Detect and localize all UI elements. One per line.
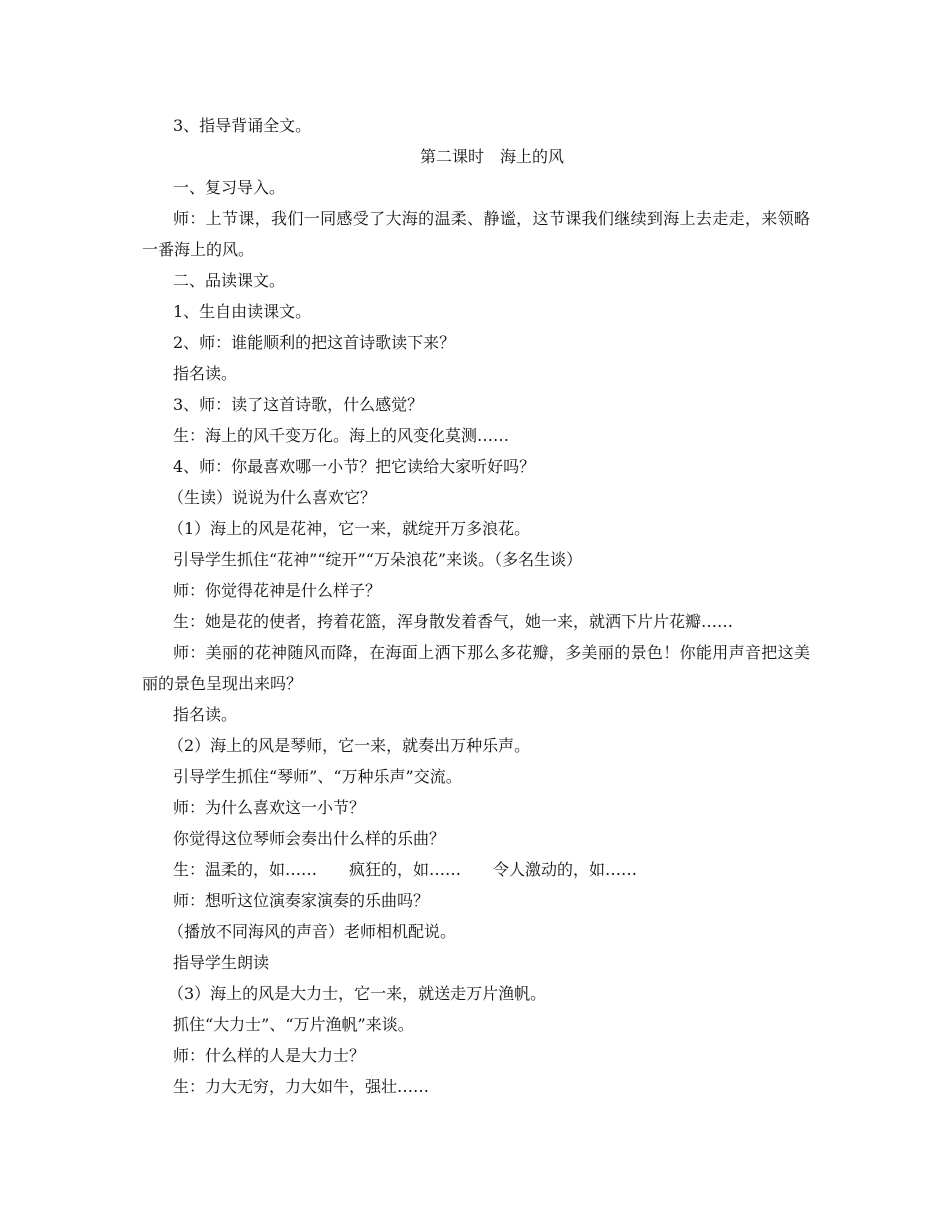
student-answer-1: 生：海上的风千变万化。海上的风变化莫测…… — [173, 426, 510, 445]
student-reading-prompt: （生读）说说为什么喜欢它？ — [168, 488, 377, 507]
teacher-question-strongman: 师：什么样的人是大力士？ — [173, 1046, 366, 1065]
teacher-question-listen: 师：想听这位演奏家演奏的乐曲吗？ — [173, 891, 430, 910]
stanza-flower-god: （1）海上的风是花神，它一来，就绽开万多浪花。 — [168, 519, 531, 538]
guide-strongman: 抓住“大力士”、“万片渔帆”来谈。 — [173, 1015, 414, 1034]
section-reading-heading: 二、品读课文。 — [173, 271, 286, 290]
teacher-question-musician: 师：为什么喜欢这一小节？ — [173, 798, 366, 817]
student-answer-musician: 生：温柔的，如…… 疯狂的，如…… 令人激动的，如…… — [173, 860, 638, 879]
document-body — [142, 110, 810, 1102]
step-teacher-question-2: 3、师：读了这首诗歌，什么感觉？ — [173, 395, 424, 414]
guide-flower-god: 引导学生抓住“花神”“绽开”“万朵浪花”来谈。（多名生谈） — [173, 550, 583, 569]
teacher-intro-paragraph: 师：上节课，我们一同感受了大海的温柔、静谧，这节课我们继续到海上去走走，来领略一番海上的风。 — [142, 209, 810, 259]
teacher-question-flower-god: 师：你觉得花神是什么样子？ — [173, 581, 382, 600]
note-play-sound: （播放不同海风的声音）老师相机配说。 — [168, 922, 457, 941]
stanza-musician: （2）海上的风是琴师，它一来，就奏出万种乐声。 — [168, 736, 531, 755]
stanza-strongman: （3）海上的风是大力士，它一来，就送走万片渔帆。 — [168, 984, 547, 1003]
step-free-reading: 1、生自由读课文。 — [173, 302, 312, 321]
step-recite: 3、指导背诵全文。 — [173, 116, 312, 135]
lesson-title: 第二课时 海上的风 — [419, 147, 564, 166]
teacher-paragraph-flower-god: 师：美丽的花神随风而降，在海面上洒下那么多花瓣，多美丽的景色！你能用声音把这美丽的景色呈现出来吗？ — [142, 643, 810, 693]
question-music-type: 你觉得这位琴师会奏出什么样的乐曲？ — [173, 829, 446, 848]
note-guide-reading: 指导学生朗读 — [173, 953, 270, 972]
note-named-reading-2: 指名读。 — [173, 705, 238, 724]
student-answer-flower-god: 生：她是花的使者，挎着花篮，浑身散发着香气，她一来，就洒下片片花瓣…… — [173, 612, 734, 631]
step-teacher-question-3: 4、师：你最喜欢哪一小节？把它读给大家听好吗？ — [173, 457, 536, 476]
student-answer-strongman: 生：力大无穷，力大如牛，强壮…… — [173, 1077, 430, 1096]
guide-musician: 引导学生抓住“琴师”、“万种乐声”交流。 — [173, 767, 462, 786]
step-teacher-question-1: 2、师：谁能顺利的把这首诗歌读下来？ — [173, 333, 456, 352]
section-review-heading: 一、复习导入。 — [173, 178, 286, 197]
note-named-reading-1: 指名读。 — [173, 364, 238, 383]
